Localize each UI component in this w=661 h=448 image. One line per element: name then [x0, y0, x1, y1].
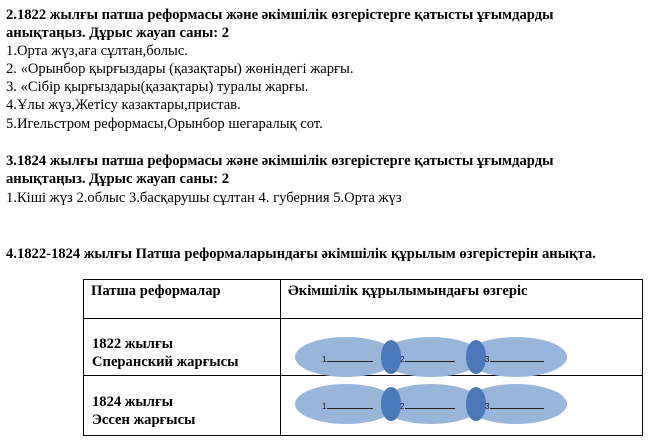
blank-number-3: 3 — [485, 355, 490, 364]
reform-year: 1822 жылғы — [92, 336, 174, 352]
q3-title-line1: 3.1824 жылғы патша реформасы және әкімшілік өзгерістерге қатысты ұғымдарды — [6, 153, 554, 169]
reform-name-cell — [84, 376, 281, 436]
answer-blank-2[interactable] — [405, 361, 455, 362]
answer-ovals — [281, 376, 643, 435]
reform-charter: Сперанский жарғысы — [92, 354, 239, 370]
table-row — [84, 376, 643, 436]
changes-cell — [281, 376, 643, 436]
answer-ovals — [281, 319, 643, 375]
answer-blank-1[interactable] — [327, 361, 373, 362]
answer-blank-2[interactable] — [405, 408, 455, 409]
answer-blank-1[interactable] — [327, 408, 373, 409]
header-reforms-cell — [84, 280, 281, 319]
reform-table — [83, 279, 643, 436]
table-header-row — [84, 280, 643, 319]
table-row — [84, 319, 643, 376]
blank-number-1: 1 — [322, 355, 327, 364]
answer-blank-3[interactable] — [490, 361, 544, 362]
reform-charter: Эссен жарғысы — [92, 412, 196, 428]
reform-year: 1824 жылғы — [92, 394, 174, 410]
q2-option-1: 1.Орта жүз,аға сұлтан,болыс. — [6, 43, 188, 59]
blank-number-2: 2 — [400, 402, 405, 411]
q4-title: 4.1822-1824 жылғы Патша реформаларындағы әкімшілік құрылым өзгерістерін анықта. — [6, 246, 596, 262]
q2-option-3: 3. «Сібір қырғыздары(қазақтары) туралы жарғы. — [6, 79, 309, 95]
blank-number-1: 1 — [322, 402, 327, 411]
q2-title-line1: 2.1822 жылғы патша реформасы және әкімшілік өзгерістерге қатысты ұғымдарды — [6, 7, 554, 23]
oval-overlap — [381, 387, 401, 421]
reform-name-cell — [84, 319, 281, 376]
q2-option-2: 2. «Орынбор қырғыздары (қазақтары) жөніндегі жарғы. — [6, 61, 354, 77]
q2-option-5: 5.Игельстром реформасы,Орынбор шегаралық сот. — [6, 116, 323, 132]
header-changes: Әкімшілік құрылымындағы өзгеріс — [288, 283, 528, 299]
header-reforms: Патша реформалар — [91, 283, 221, 299]
q3-options: 1.Кіші жүз 2.облыс 3.басқарушы сұлтан 4. губерния 5.Орта жүз — [6, 190, 402, 206]
answer-blank-3[interactable] — [490, 408, 544, 409]
changes-cell — [281, 319, 643, 376]
oval-overlap — [466, 387, 486, 421]
header-changes-cell — [281, 280, 643, 319]
blank-number-2: 2 — [400, 355, 405, 364]
oval-overlap — [381, 340, 401, 374]
blank-number-3: 3 — [485, 402, 490, 411]
oval-overlap — [466, 340, 486, 374]
q2-title-line2: анықтаңыз. Дұрыс жауап саны: 2 — [6, 25, 230, 41]
q3-title-line2: анықтаңыз. Дұрыс жауап саны: 2 — [6, 171, 230, 187]
q2-option-4: 4.Ұлы жүз,Жетісу казактары,пристав. — [6, 97, 241, 113]
